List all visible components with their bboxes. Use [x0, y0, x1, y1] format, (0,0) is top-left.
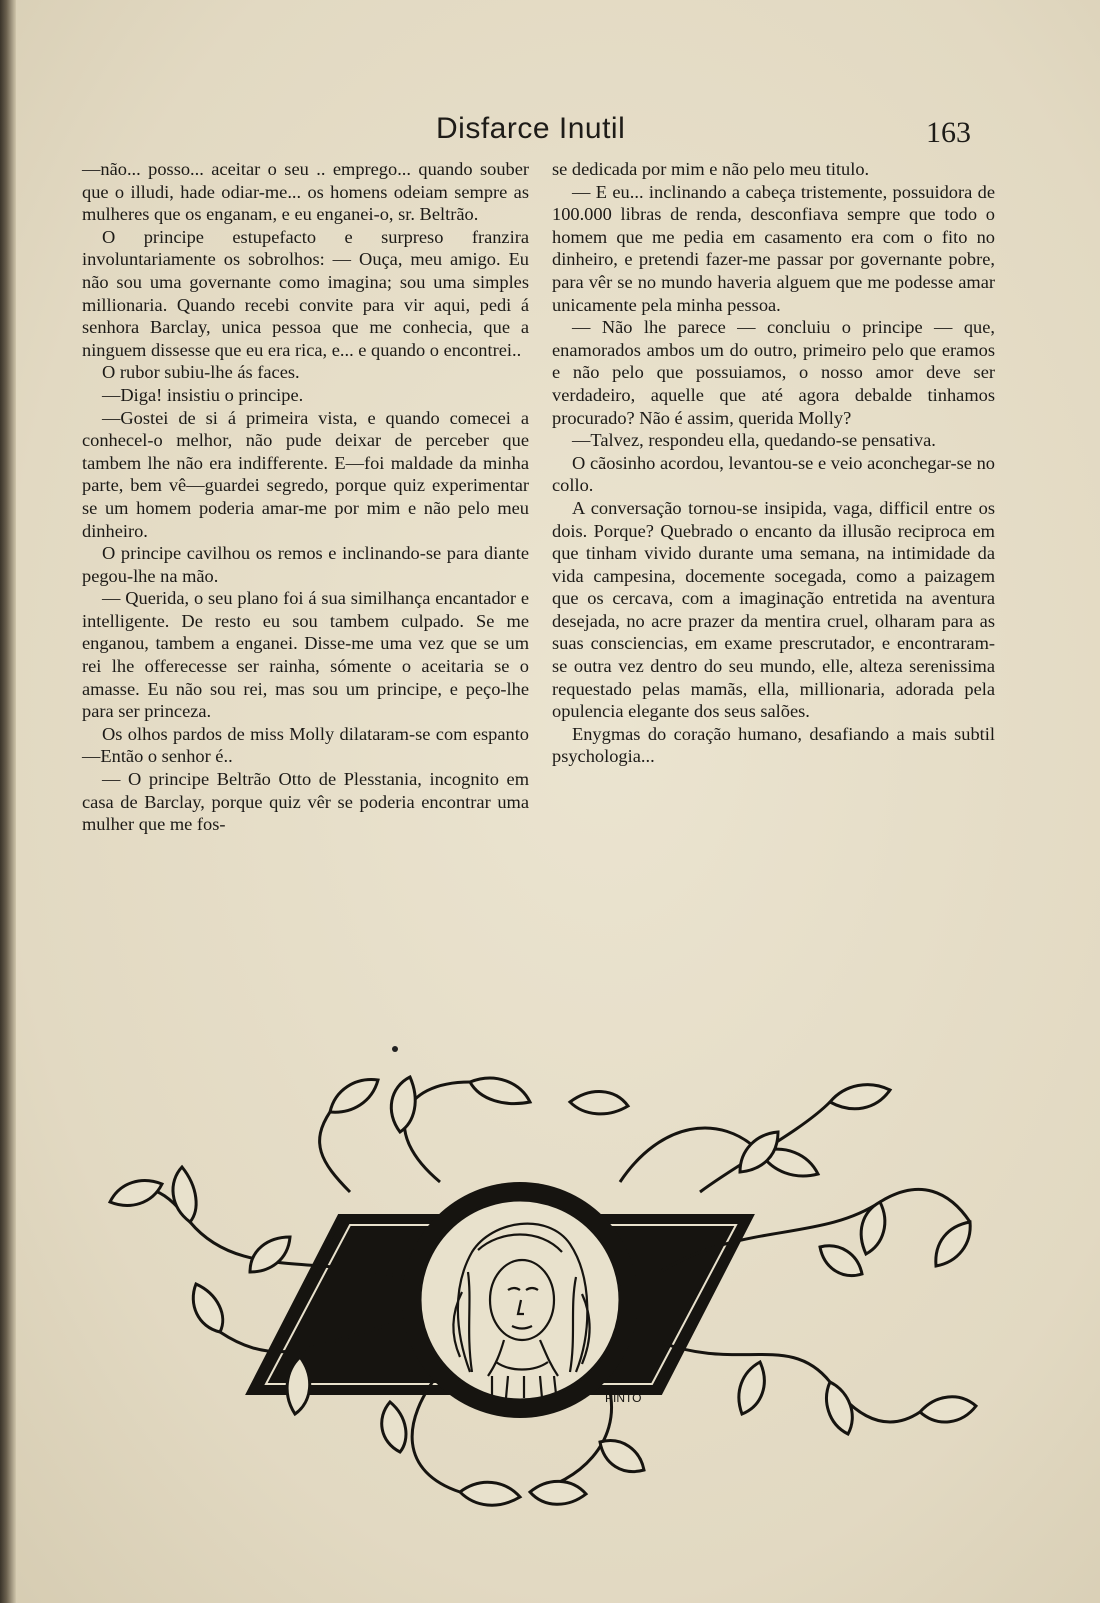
paragraph: O cãosinho acordou, levantou-se e veio aconchegar-se no collo.: [552, 452, 995, 496]
paragraph: —Gostei de si á primeira vista, e quando comecei a conhecel-o melhor, não pude deixar de perceber que tambem lhe não era indifferente. E—foi maldade da minha parte, bem vê—guardei segredo, porque quiz experimentar se um homem poderia amar-me por mim e não pelo meu dinheiro.: [82, 407, 529, 541]
paragraph: Enygmas do coração humano, desafiando a mais subtil psychologia...: [552, 723, 995, 767]
paragraph: —Talvez, respondeu ella, quedando-se pensativa.: [572, 430, 936, 451]
paragraph: O principe estupefacto e surpreso franzira involuntariamente os sobrolhos: — Ouça, meu amigo. Eu não sou uma governante como imagina; sou uma simples millionaria. Quando recebi convite para vir aqui, pedi á senhora Barclay, unica pessoa que me conhecia, que a ninguem dissesse que eu era rica, e... e quando o encontrei..: [82, 226, 529, 360]
page-number: 163: [926, 116, 971, 149]
paragraph: —Diga! insistiu o principe.: [102, 384, 304, 405]
right-column: [552, 158, 995, 768]
ornament-dot: [392, 1046, 398, 1052]
paragraph: — Querida, o seu plano foi á sua similhança encantador e intelligente. De resto eu sou tambem culpado. Se me enganou, tambem a enganei. Disse-me uma vez que se um rei lhe offerecesse ser rainha, sómente o aceitaria se o amasse. Eu não sou rei, mas sou um principe, e peço-lhe para ser princeza.: [82, 588, 529, 722]
running-title: Disfarce Inutil: [436, 112, 626, 145]
paragraph: A conversação tornou-se insipida, vaga, difficil entre os dois. Porque? Quebrado o encanto da illusão reciproca em que tinham vivido durante uma semana, na intimidade da vida campesina, docemente socegada, como a paizagem que os cercava, com a imaginação entretida na aventura desejada, no acre prazer da mentira cruel, olharam para as suas consciencias, em exame prescrutador, e encontraram-se outra vez dentro do seu mundo, elle, alteza serenissima requestado pelas mamãs, ella, millionaria, adorada pela opulencia elegante dos seus salões.: [552, 497, 995, 722]
left-column: [82, 158, 529, 836]
book-spine-shadow: [0, 0, 16, 1603]
paragraph: —não... posso... aceitar o seu .. emprego... quando souber que o illudi, hade odiar-me... os homens odeiam sempre as mulheres que os enganam, e eu enganei-o, sr. Beltrão.: [82, 159, 529, 225]
paragraph: Os olhos pardos de miss Molly dilataram-se com espanto—Então o senhor é..: [82, 723, 529, 767]
paragraph: O principe cavilhou os remos e inclinando-se para diante pegou-lhe na mão.: [82, 543, 529, 586]
paragraph: O rubor subiu-lhe ás faces.: [102, 362, 300, 383]
page-header: [0, 112, 1100, 156]
paragraph: — E eu... inclinando a cabeça tristemente, possuidora de 100.000 libras de renda, desconfiava sempre que todo o homem que me pedia em casamento era com o fito no dinheiro, e pretendi fazer-me passar por governante pobre, para vêr se no mundo haveria alguem que me podesse amar unicamente pela minha pessoa.: [552, 181, 995, 315]
paragraph: — O principe Beltrão Otto de Plesstania, incognito em casa de Barclay, porque quiz vêr se poderia encontrar uma mulher que me fos-: [82, 769, 529, 835]
illustrator-signature: PINTO: [605, 1391, 642, 1405]
paragraph: se dedicada por mim e não pelo meu titulo.: [552, 159, 870, 179]
vignette-illustration: [100, 1072, 980, 1522]
paragraph: — Não lhe parece — concluiu o principe — que, enamorados ambos um do outro, primeiro pelo que eramos e não pelo que possuiamos, o nosso amor deve ser verdadeiro, aquelle que até agora debalde tinhamos procurado? Não é assim, querida Molly?: [552, 317, 995, 428]
